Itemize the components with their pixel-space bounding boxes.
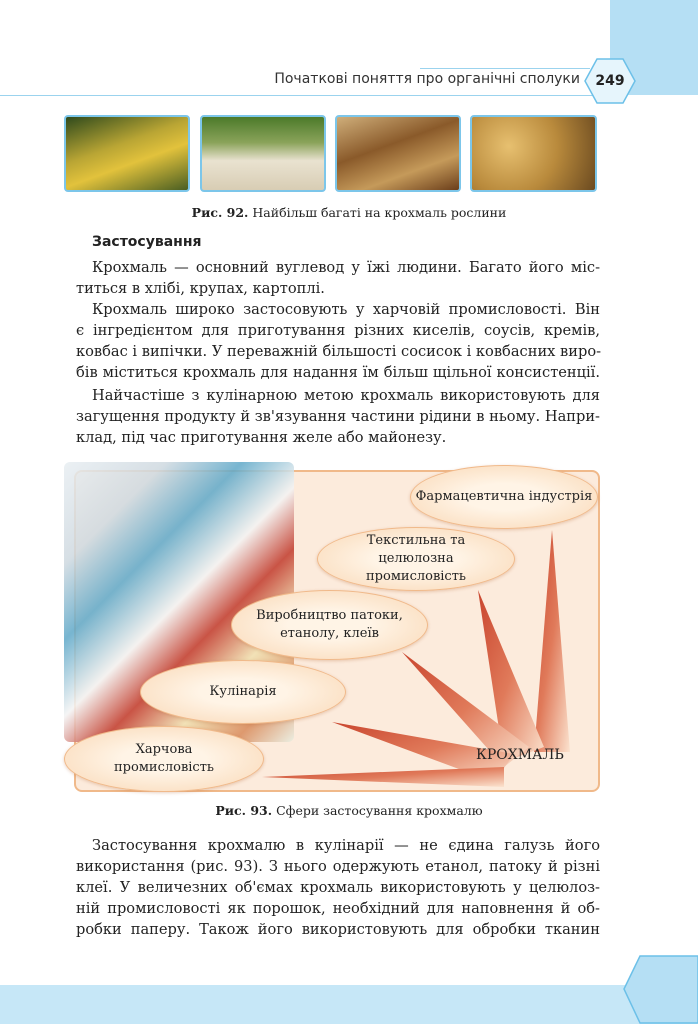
caption-text: Найбільш багаті на крохмаль рослини [252, 205, 507, 220]
text-line: є інгредієнтом для приготування різних киселів, соусів, кремів, [76, 322, 600, 339]
photo-corn [64, 115, 190, 192]
header-divider [0, 95, 610, 96]
text-line: титься в хлібі, крупах, картоплі. [76, 280, 325, 297]
center-label: КРОХМАЛЬ [476, 747, 564, 763]
text-line: бів міститься крохмаль для надання їм більш щільної консистенції. [76, 364, 600, 381]
text-line: Крохмаль широко застосовують у харчовій промисловості. Він [92, 301, 600, 318]
text-line: Застосування крохмалю в кулінарії — не єдина галузь його [92, 837, 600, 854]
text-line: Крохмаль — основний вуглевод у їжі людини. Багато його міс- [92, 259, 600, 276]
figure-93-diagram [64, 462, 604, 797]
figure-93-caption [0, 803, 698, 818]
header-divider-top [420, 68, 590, 69]
text-line: ній промисловості як порошок, необхідний для наповнення й об- [76, 900, 600, 917]
ray-food [262, 767, 504, 787]
page-number: 249 [595, 73, 625, 89]
bubble-production: Виробництво патоки, етанолу, клеїв [231, 590, 428, 660]
photo-wheat [335, 115, 461, 192]
photo-potato [470, 115, 597, 192]
text-line: клад, під час приготування желе або майонезу. [76, 429, 447, 446]
caption-label: Рис. 92. [191, 205, 249, 220]
chapter-title: Початкові поняття про органічні сполуки [274, 71, 580, 87]
ray-pharma [534, 530, 570, 752]
text-line: загущення продукту й зв'язування частини рідини в ньому. Напри- [76, 408, 600, 425]
bubble-textile: Текстильна та целюлозна промисловість [317, 527, 515, 591]
bubble-culinary: Кулінарія [140, 660, 346, 724]
bubble-food: Харчова промисловість [64, 726, 264, 792]
figure-92-caption [0, 205, 698, 220]
photo-rice [200, 115, 326, 192]
caption-text: Сфери застосування крохмалю [276, 803, 483, 818]
text-line: ковбас і випічки. У переважній більшості сосисок і ковбасних виро- [76, 343, 602, 360]
text-line: використання (рис. 93). З нього одержують етанол, патоку й різні [76, 858, 600, 875]
section-heading: Застосування [92, 234, 202, 250]
bubble-pharma: Фармацевтична індустрія [410, 465, 598, 529]
footer-hexagon-icon [622, 955, 698, 1024]
text-line: робки паперу. Також його використовують для обробки тканин [76, 921, 600, 938]
caption-label: Рис. 93. [215, 803, 273, 818]
footer-band [0, 985, 698, 1024]
text-line: клеї. У величезних об'ємах крохмаль використовують у целюлоз- [76, 879, 600, 896]
text-line: Найчастіше з кулінарною метою крохмаль використовують для [92, 387, 600, 404]
